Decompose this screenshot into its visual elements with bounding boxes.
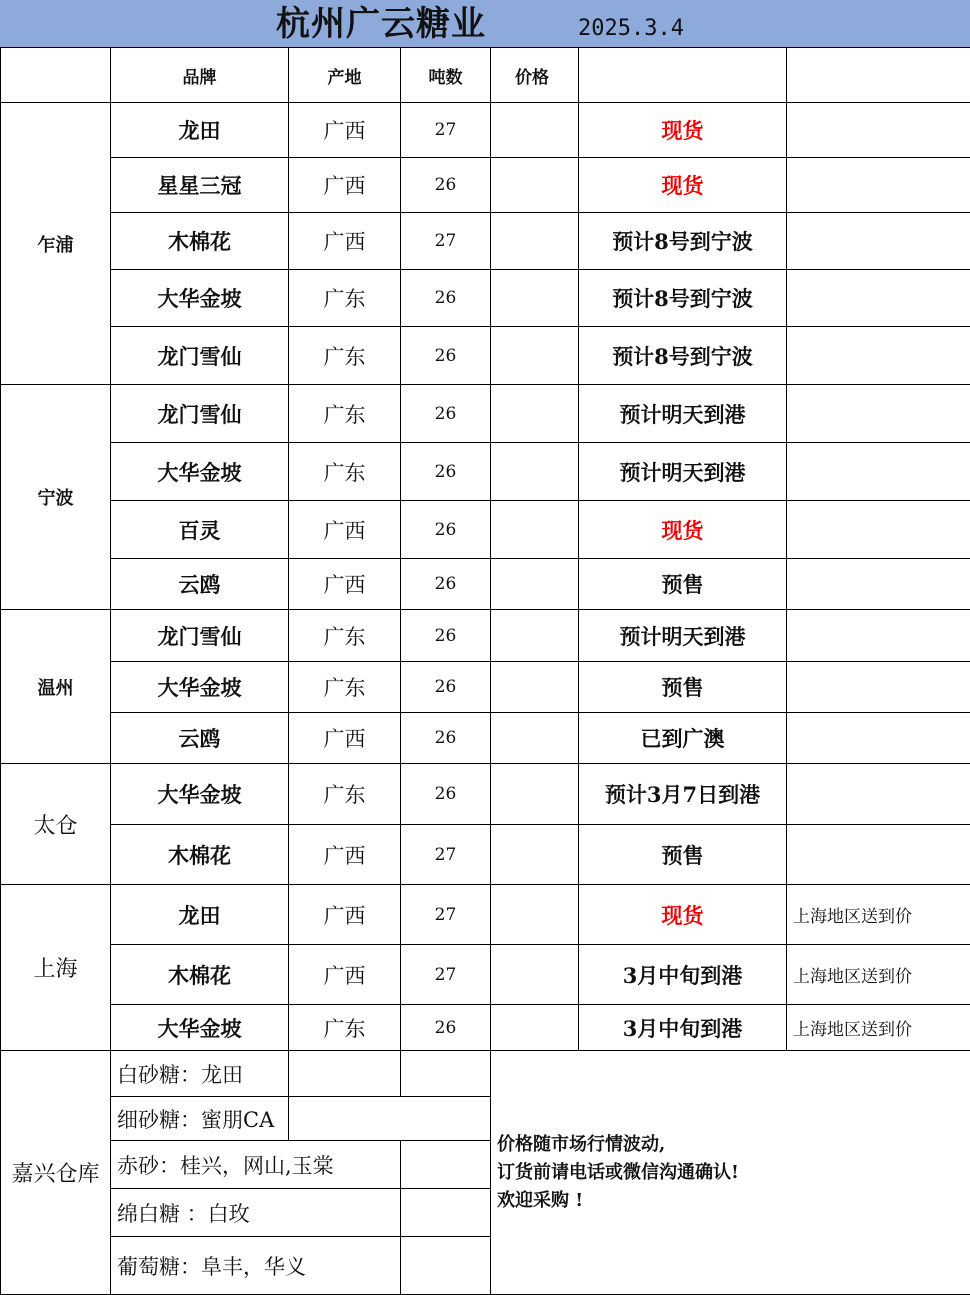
- origin-cell: 广西: [289, 158, 401, 213]
- status-cell: 预计3月7日到港: [579, 764, 787, 825]
- title-bar: [0, 0, 970, 48]
- table-row: [1, 945, 970, 1005]
- table-row: [1, 385, 970, 443]
- status-cell: 预计明天到港: [579, 610, 787, 662]
- origin-cell: 广东: [289, 385, 401, 443]
- tons-cell: 26: [401, 610, 491, 662]
- status-cell: 3月中旬到港: [579, 1005, 787, 1051]
- brand-cell: 云鸥: [111, 713, 289, 764]
- origin-cell: 广东: [289, 270, 401, 327]
- brand-cell: 星星三冠: [111, 158, 289, 213]
- price-cell: [491, 764, 579, 825]
- status-cell: 预计明天到港: [579, 385, 787, 443]
- brand-cell: 木棉花: [111, 945, 289, 1005]
- price-cell: [491, 327, 579, 385]
- status-cell: 预售: [579, 825, 787, 885]
- note-cell: [787, 103, 970, 158]
- brand-cell: 大华金坡: [111, 764, 289, 825]
- tons-cell: 27: [401, 945, 491, 1005]
- tons-cell: 26: [401, 1005, 491, 1051]
- status-cell: 预计8号到宁波: [579, 327, 787, 385]
- cell-blank: [401, 1141, 491, 1189]
- table-row: [1, 327, 970, 385]
- price-cell: [491, 825, 579, 885]
- cell-blank: [401, 1051, 491, 1097]
- note-cell: [787, 443, 970, 501]
- price-cell: [491, 1005, 579, 1051]
- brand-cell: 龙田: [111, 885, 289, 945]
- jiaxing-item: 葡萄糖：阜丰，华义: [111, 1237, 401, 1295]
- tons-cell: 26: [401, 559, 491, 610]
- brand-cell: 百灵: [111, 501, 289, 559]
- tons-cell: 26: [401, 270, 491, 327]
- brand-cell: 大华金坡: [111, 443, 289, 501]
- inventory-table: [0, 47, 970, 1295]
- price-cell: [491, 103, 579, 158]
- tons-cell: 26: [401, 158, 491, 213]
- price-cell: [491, 270, 579, 327]
- cell-blank: [289, 1097, 401, 1141]
- jiaxing-item: 绵白糖 ：白玫: [111, 1189, 401, 1237]
- tons-cell: 26: [401, 443, 491, 501]
- region-label: 温州: [1, 610, 111, 764]
- origin-cell: 广西: [289, 945, 401, 1005]
- tons-cell: 26: [401, 385, 491, 443]
- company-title: 杭州广云糖业: [276, 4, 486, 44]
- price-cell: [491, 713, 579, 764]
- table-row: [1, 270, 970, 327]
- status-cell: 现货: [579, 103, 787, 158]
- cell-blank: [401, 1237, 491, 1295]
- region-label: 太仓: [1, 764, 111, 885]
- table-row: [1, 713, 970, 764]
- cell-blank: [401, 1189, 491, 1237]
- brand-cell: 大华金坡: [111, 1005, 289, 1051]
- brand-cell: 大华金坡: [111, 662, 289, 713]
- note-cell: [787, 213, 970, 270]
- remark-line: 价格随市场行情波动,: [497, 1131, 970, 1159]
- table-row: [1, 559, 970, 610]
- origin-cell: 广西: [289, 501, 401, 559]
- table-row: [1, 764, 970, 825]
- brand-cell: 龙门雪仙: [111, 610, 289, 662]
- tons-cell: 27: [401, 103, 491, 158]
- note-cell: [787, 610, 970, 662]
- status-cell: 预计8号到宁波: [579, 213, 787, 270]
- origin-cell: 广西: [289, 559, 401, 610]
- header-blank: [1, 48, 111, 103]
- header-tons: 吨数: [401, 48, 491, 103]
- cell-blank: [401, 1097, 491, 1141]
- note-cell: [787, 764, 970, 825]
- jiaxing-row: [1, 1051, 970, 1097]
- note-cell: [787, 662, 970, 713]
- note-cell: [787, 327, 970, 385]
- status-cell: 现货: [579, 885, 787, 945]
- status-cell: 现货: [579, 501, 787, 559]
- price-cell: [491, 443, 579, 501]
- price-remark: [491, 1051, 970, 1295]
- price-cell: [491, 662, 579, 713]
- tons-cell: 27: [401, 213, 491, 270]
- table-row: [1, 213, 970, 270]
- remark-line: 订货前请电话或微信沟通确认!: [497, 1159, 970, 1187]
- origin-cell: 广东: [289, 610, 401, 662]
- jiaxing-item: 细砂糖：蜜朋CA: [111, 1097, 289, 1141]
- origin-cell: 广西: [289, 213, 401, 270]
- table-row: [1, 443, 970, 501]
- brand-cell: 龙田: [111, 103, 289, 158]
- origin-cell: 广西: [289, 103, 401, 158]
- header-row: [1, 48, 970, 103]
- price-cell: [491, 610, 579, 662]
- header-price: 价格: [491, 48, 579, 103]
- note-cell: [787, 825, 970, 885]
- note-cell: [787, 501, 970, 559]
- price-cell: [491, 158, 579, 213]
- region-label: 上海: [1, 885, 111, 1051]
- brand-cell: 云鸥: [111, 559, 289, 610]
- cell-blank: [289, 1051, 401, 1097]
- origin-cell: 广东: [289, 443, 401, 501]
- note-cell: 上海地区送到价: [787, 945, 970, 1005]
- region-label: 乍浦: [1, 103, 111, 385]
- status-cell: 预计明天到港: [579, 443, 787, 501]
- table-row: [1, 662, 970, 713]
- table-row: [1, 885, 970, 945]
- region-rows: [1, 103, 970, 1051]
- tons-cell: 27: [401, 825, 491, 885]
- table-row: [1, 501, 970, 559]
- status-cell: 已到广澳: [579, 713, 787, 764]
- status-cell: 预计8号到宁波: [579, 270, 787, 327]
- table-row: [1, 103, 970, 158]
- tons-cell: 26: [401, 764, 491, 825]
- price-cell: [491, 501, 579, 559]
- origin-cell: 广西: [289, 713, 401, 764]
- jiaxing-item: 赤砂：桂兴，网山,玉棠: [111, 1141, 401, 1189]
- note-cell: [787, 713, 970, 764]
- tons-cell: 27: [401, 885, 491, 945]
- jiaxing-section: [1, 1051, 970, 1295]
- note-cell: 上海地区送到价: [787, 1005, 970, 1051]
- header-status-blank: [579, 48, 787, 103]
- origin-cell: 广东: [289, 662, 401, 713]
- origin-cell: 广东: [289, 327, 401, 385]
- origin-cell: 广东: [289, 1005, 401, 1051]
- table-row: [1, 825, 970, 885]
- jiaxing-item: 白砂糖：龙田: [111, 1051, 289, 1097]
- price-cell: [491, 945, 579, 1005]
- price-cell: [491, 213, 579, 270]
- status-cell: 3月中旬到港: [579, 945, 787, 1005]
- brand-cell: 大华金坡: [111, 270, 289, 327]
- brand-cell: 木棉花: [111, 213, 289, 270]
- price-cell: [491, 385, 579, 443]
- origin-cell: 广西: [289, 825, 401, 885]
- origin-cell: 广西: [289, 885, 401, 945]
- brand-cell: 龙门雪仙: [111, 327, 289, 385]
- status-cell: 预售: [579, 559, 787, 610]
- status-cell: 现货: [579, 158, 787, 213]
- region-label: 宁波: [1, 385, 111, 610]
- price-cell: [491, 885, 579, 945]
- report-date: 2025.3.4: [578, 14, 684, 44]
- table-row: [1, 158, 970, 213]
- tons-cell: 26: [401, 713, 491, 764]
- note-cell: 上海地区送到价: [787, 885, 970, 945]
- brand-cell: 木棉花: [111, 825, 289, 885]
- table-row: [1, 1005, 970, 1051]
- tons-cell: 26: [401, 327, 491, 385]
- tons-cell: 26: [401, 662, 491, 713]
- tons-cell: 26: [401, 501, 491, 559]
- table-row: [1, 610, 970, 662]
- note-cell: [787, 559, 970, 610]
- remark-line: 欢迎采购 !: [497, 1187, 970, 1215]
- status-cell: 预售: [579, 662, 787, 713]
- note-cell: [787, 158, 970, 213]
- price-cell: [491, 559, 579, 610]
- header-brand: 品牌: [111, 48, 289, 103]
- origin-cell: 广东: [289, 764, 401, 825]
- note-cell: [787, 270, 970, 327]
- note-cell: [787, 385, 970, 443]
- header-note-blank: [787, 48, 970, 103]
- brand-cell: 龙门雪仙: [111, 385, 289, 443]
- header-origin: 产地: [289, 48, 401, 103]
- region-label: 嘉兴仓库: [1, 1051, 111, 1295]
